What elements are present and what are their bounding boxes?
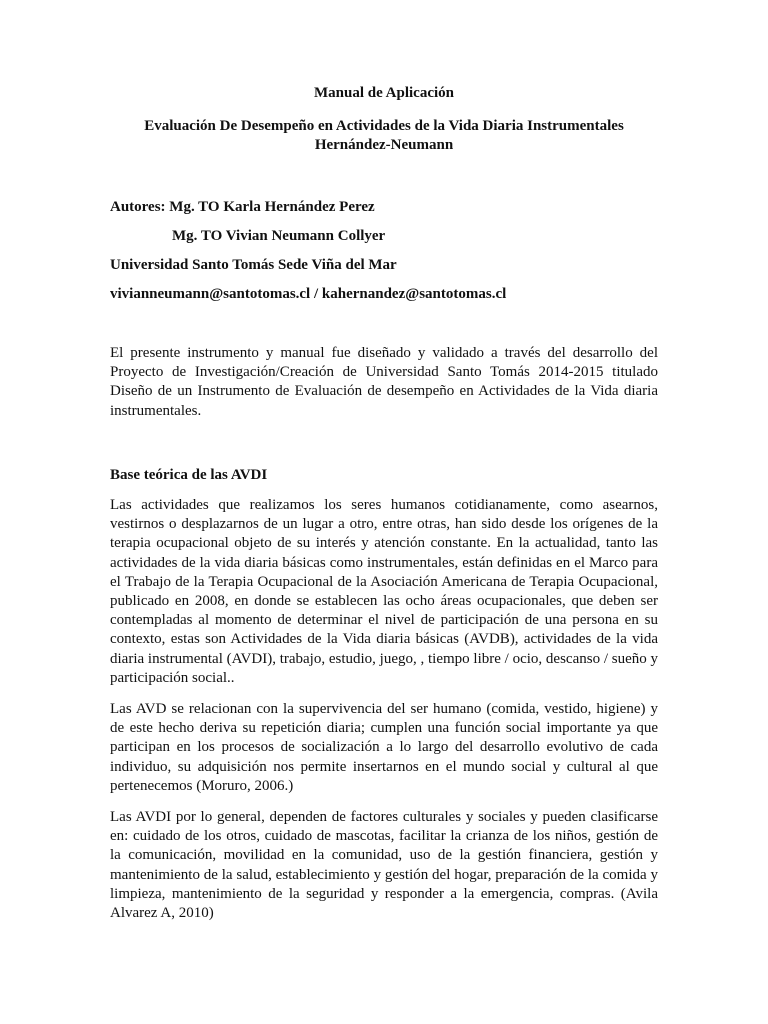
document-title: Manual de Aplicación (313, 85, 455, 101)
authors-line-1: Autores: Mg. TO Karla Hernández Perez (110, 199, 375, 215)
institution-line: Universidad Santo Tomás Sede Viña del Mar (110, 257, 397, 273)
authors-line-2: Mg. TO Vivian Neumann Collyer (172, 228, 386, 244)
body-paragraph-2: Las AVD se relacionan con la supervivencia del ser humano (comida, vestido, higiene) y de este hecho deriva su repetición diaria; cumplen una función social importante ya que participan en los procesos de socialización a lo largo del desarrollo evolutivo de cada individuo, su adquisición nos permite insertarnos en el mundo social y cultural al que pertenecemos (Moruro, 2006.) (110, 701, 658, 794)
document-subtitle-line1: Evaluación De Desempeño en Actividades de la Vida Diaria Instrumentales (144, 118, 624, 134)
section-heading: Base teórica de las AVDI (110, 467, 268, 483)
body-paragraph-3: Las AVDI por lo general, dependen de factores culturales y sociales y pueden clasificarse en: cuidado de los otros, cuidado de mascotas, facilitar la crianza de los niños, gestión de la comunicación, movilidad en la comunidad, uso de la gestión financiera, gestión y mantenimiento de la salud, establecimiento y gestión del hogar, preparación de la comida y limpieza, mantenimiento de la seguridad y responder a la emergencia, compras. (Avila Alvarez A, 2010) (110, 809, 658, 922)
emails-line: vivianneumann@santotomas.cl / kahernandez@santotomas.cl (110, 286, 507, 302)
document-subtitle-line2: Hernández-Neumann (314, 137, 454, 153)
body-paragraph-1: Las actividades que realizamos los seres humanos cotidianamente, como asearnos, vestirnos o desplazarnos de un lugar a otro, entre otras, han sido desde los orígenes de la terapia ocupacional objeto de su interés y atención constante. En la actualidad, tanto las actividades de la vida diaria básicas como instrumentales, están definidas en el Marco para el Trabajo de la Terapia Ocupacional de la Asociación Americana de Terapia Ocupacional, publicado en 2008, en donde se establecen las ocho áreas ocupacionales, que deben ser contempladas al momento de determinar el nivel de participación de una persona en su contexto, estas son Actividades de la Vida diaria básicas (AVDB), actividades de la vida diaria instrumental (AVDI), trabajo, estudio, juego, , tiempo libre / ocio, descanso / sueño y participación social.. (110, 497, 658, 686)
intro-paragraph: El presente instrumento y manual fue diseñado y validado a través del desarrollo del Proyecto de Investigación/Creación de Universidad Santo Tomás 2014-2015 titulado Diseño de un Instrumento de Evaluación de desempeño en Actividades de la Vida diaria instrumentales. (110, 345, 658, 419)
